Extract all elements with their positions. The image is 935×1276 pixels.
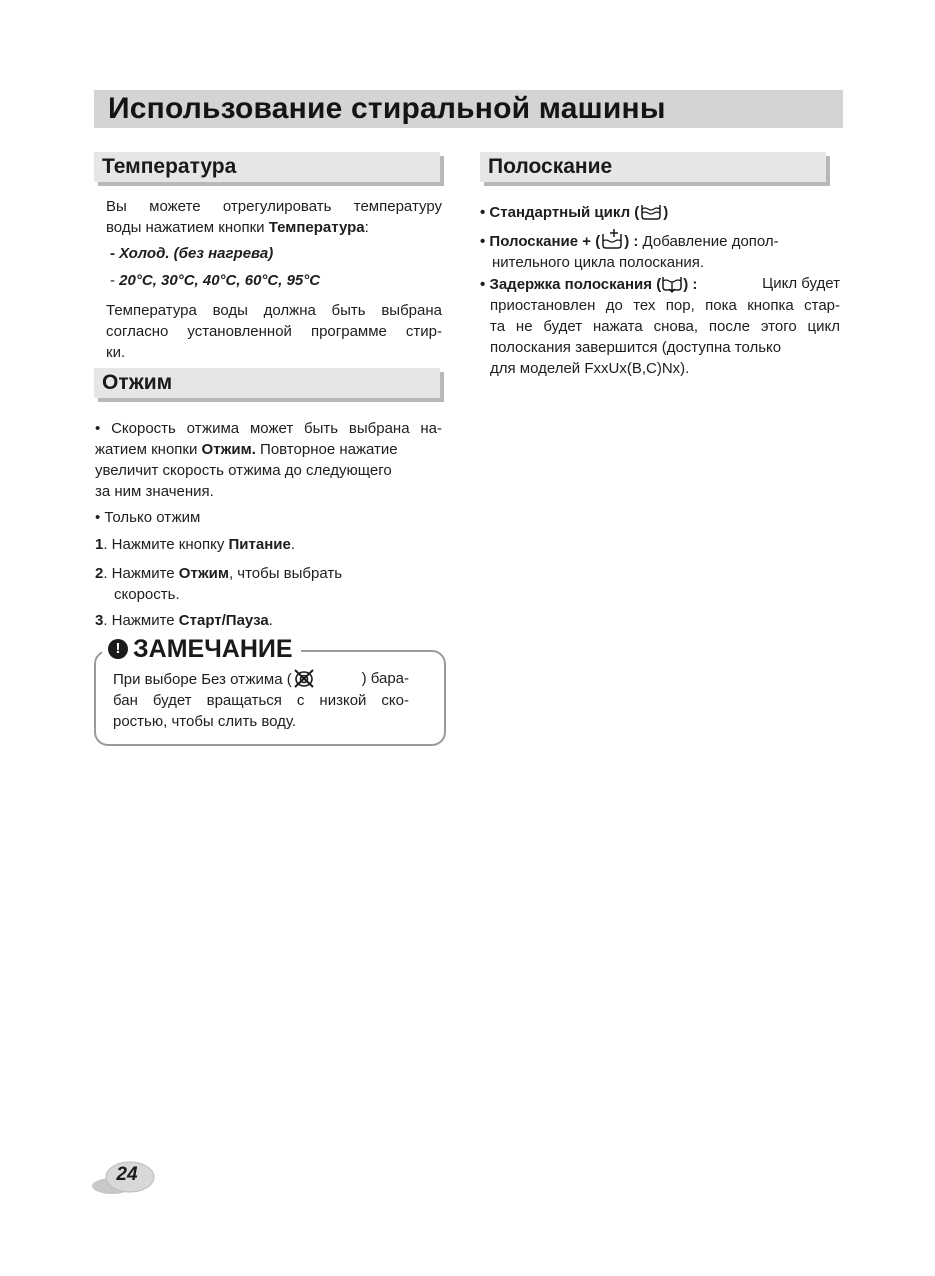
step-continuation: скорость. — [114, 586, 180, 603]
option-temperatures: 20°C, 30°C, 40°C, 60°C, 95°C — [119, 272, 321, 289]
temperature-intro-line1: Вы можете отрегулировать температуру — [106, 198, 442, 215]
step-text: . Нажмите кнопку — [103, 536, 229, 553]
temperature-note — [106, 300, 442, 363]
spin-heading-bar — [94, 368, 440, 398]
temperature-note-line1: Температура воды должна быть выбрана — [106, 302, 442, 319]
option-cold-label: Холод. (без нагрева) — [119, 245, 274, 262]
spin-step-2 — [95, 563, 342, 605]
rinse-plus-label: • Полоскание + ( — [480, 233, 601, 250]
step-text: . — [268, 612, 273, 629]
step-text: , чтобы выбрать — [228, 565, 343, 582]
temperature-note-line2: согласно установленной программе стир- — [106, 323, 442, 340]
standard-cycle-label: • Стандартный цикл ( — [480, 204, 640, 221]
note-line2: бан будет вращаться с низкой ско- — [113, 692, 409, 709]
rinse-plus-cont: нительного цикла полоскания. — [492, 254, 705, 271]
rinse-plus-desc: Добавление допол- — [638, 233, 779, 250]
spin-desc-text: Повторное нажатие — [255, 441, 398, 458]
spin-only-label: • Только отжим — [95, 509, 201, 526]
rinse-heading-bar — [480, 152, 826, 182]
rinse-hold-desc: Цикл будет — [762, 275, 840, 292]
step-text: . Нажмите — [103, 612, 179, 629]
step-button-name: Старт/Пауза — [178, 612, 269, 629]
step-text: . — [290, 536, 295, 553]
spin-desc-line4: за ним значения. — [95, 483, 214, 500]
no-spin-icon — [292, 668, 316, 688]
rinse-plus-icon — [600, 228, 624, 250]
temperature-intro-line2 — [106, 217, 442, 238]
spin-heading: Отжим — [102, 371, 173, 394]
step-button-name: Питание — [228, 536, 291, 553]
rinse-hold-body — [480, 295, 840, 379]
option-dash: - — [110, 245, 120, 262]
note-body — [113, 668, 409, 732]
step-text: . Нажмите — [103, 565, 179, 582]
rinse-hold-icon — [661, 273, 683, 293]
temperature-heading-bar — [94, 152, 440, 182]
rinse-hold-label: Задержка полоскания ( — [489, 276, 662, 293]
page-title-bar — [94, 90, 843, 128]
spin-desc-line1: • Скорость отжима может быть выбрана на- — [95, 420, 442, 437]
temperature-heading: Температура — [102, 155, 237, 178]
bullet: • — [480, 276, 486, 293]
standard-cycle-close: ) — [663, 204, 669, 221]
step-number: 3 — [95, 612, 104, 629]
rinse-plus-close: ) : — [624, 233, 639, 250]
rinse-hold — [480, 273, 840, 379]
spin-desc-line2 — [95, 439, 442, 460]
step-button-name: Отжим — [178, 565, 229, 582]
rinse-hold-line4: полоскания завершится (доступна только — [490, 339, 782, 356]
note-line3: ростью, чтобы слить воду. — [113, 713, 297, 730]
rinse-hold-line5: для моделей FxxUx(B,C)Nx). — [490, 360, 690, 377]
note-line1 — [113, 668, 409, 690]
rinse-hold-line3: та не будет нажата снова, после этого цикл — [490, 318, 840, 335]
rinse-hold-line2: приостановлен до тех пор, пока кнопка стар- — [490, 297, 840, 314]
standard-rinse-icon — [639, 201, 663, 221]
rinse-plus — [480, 228, 779, 273]
intro-colon: : — [364, 219, 369, 236]
rinse-standard-cycle — [480, 201, 668, 223]
intro-text: воды нажатием кнопки — [106, 219, 269, 236]
step-number: 1 — [95, 536, 104, 553]
temperature-option-cold — [110, 243, 273, 264]
note-text: При выборе Без отжима ( — [113, 671, 292, 688]
spin-description — [95, 418, 442, 502]
rinse-heading: Полоскание — [488, 155, 613, 178]
spin-step-1 — [95, 534, 295, 555]
rinse-hold-line1 — [480, 273, 840, 295]
step-number: 2 — [95, 565, 104, 582]
temperature-note-line3: ки. — [106, 344, 126, 361]
note-line1-post: ) бара- — [361, 670, 409, 687]
exclamation-icon: ! — [108, 639, 128, 659]
spin-desc-text: жатием кнопки — [95, 441, 202, 458]
temperature-option-values — [110, 270, 320, 291]
note-title — [102, 634, 301, 664]
temperature-button-name: Температура — [268, 219, 365, 236]
rinse-hold-close: ) : — [683, 276, 698, 293]
spin-button-name: Отжим. — [201, 441, 256, 458]
note-title-text: ЗАМЕЧАНИЕ — [133, 634, 293, 663]
spin-step-3 — [95, 610, 273, 631]
temperature-intro — [106, 196, 442, 238]
page-number-badge — [90, 1158, 160, 1198]
page-number: 24 — [116, 1164, 138, 1185]
spin-desc-line3: увеличит скорость отжима до следующего — [95, 462, 392, 479]
option-dash: - — [110, 272, 120, 289]
page-title: Использование стиральной машины — [108, 92, 666, 125]
note-line1-pre — [113, 668, 316, 690]
